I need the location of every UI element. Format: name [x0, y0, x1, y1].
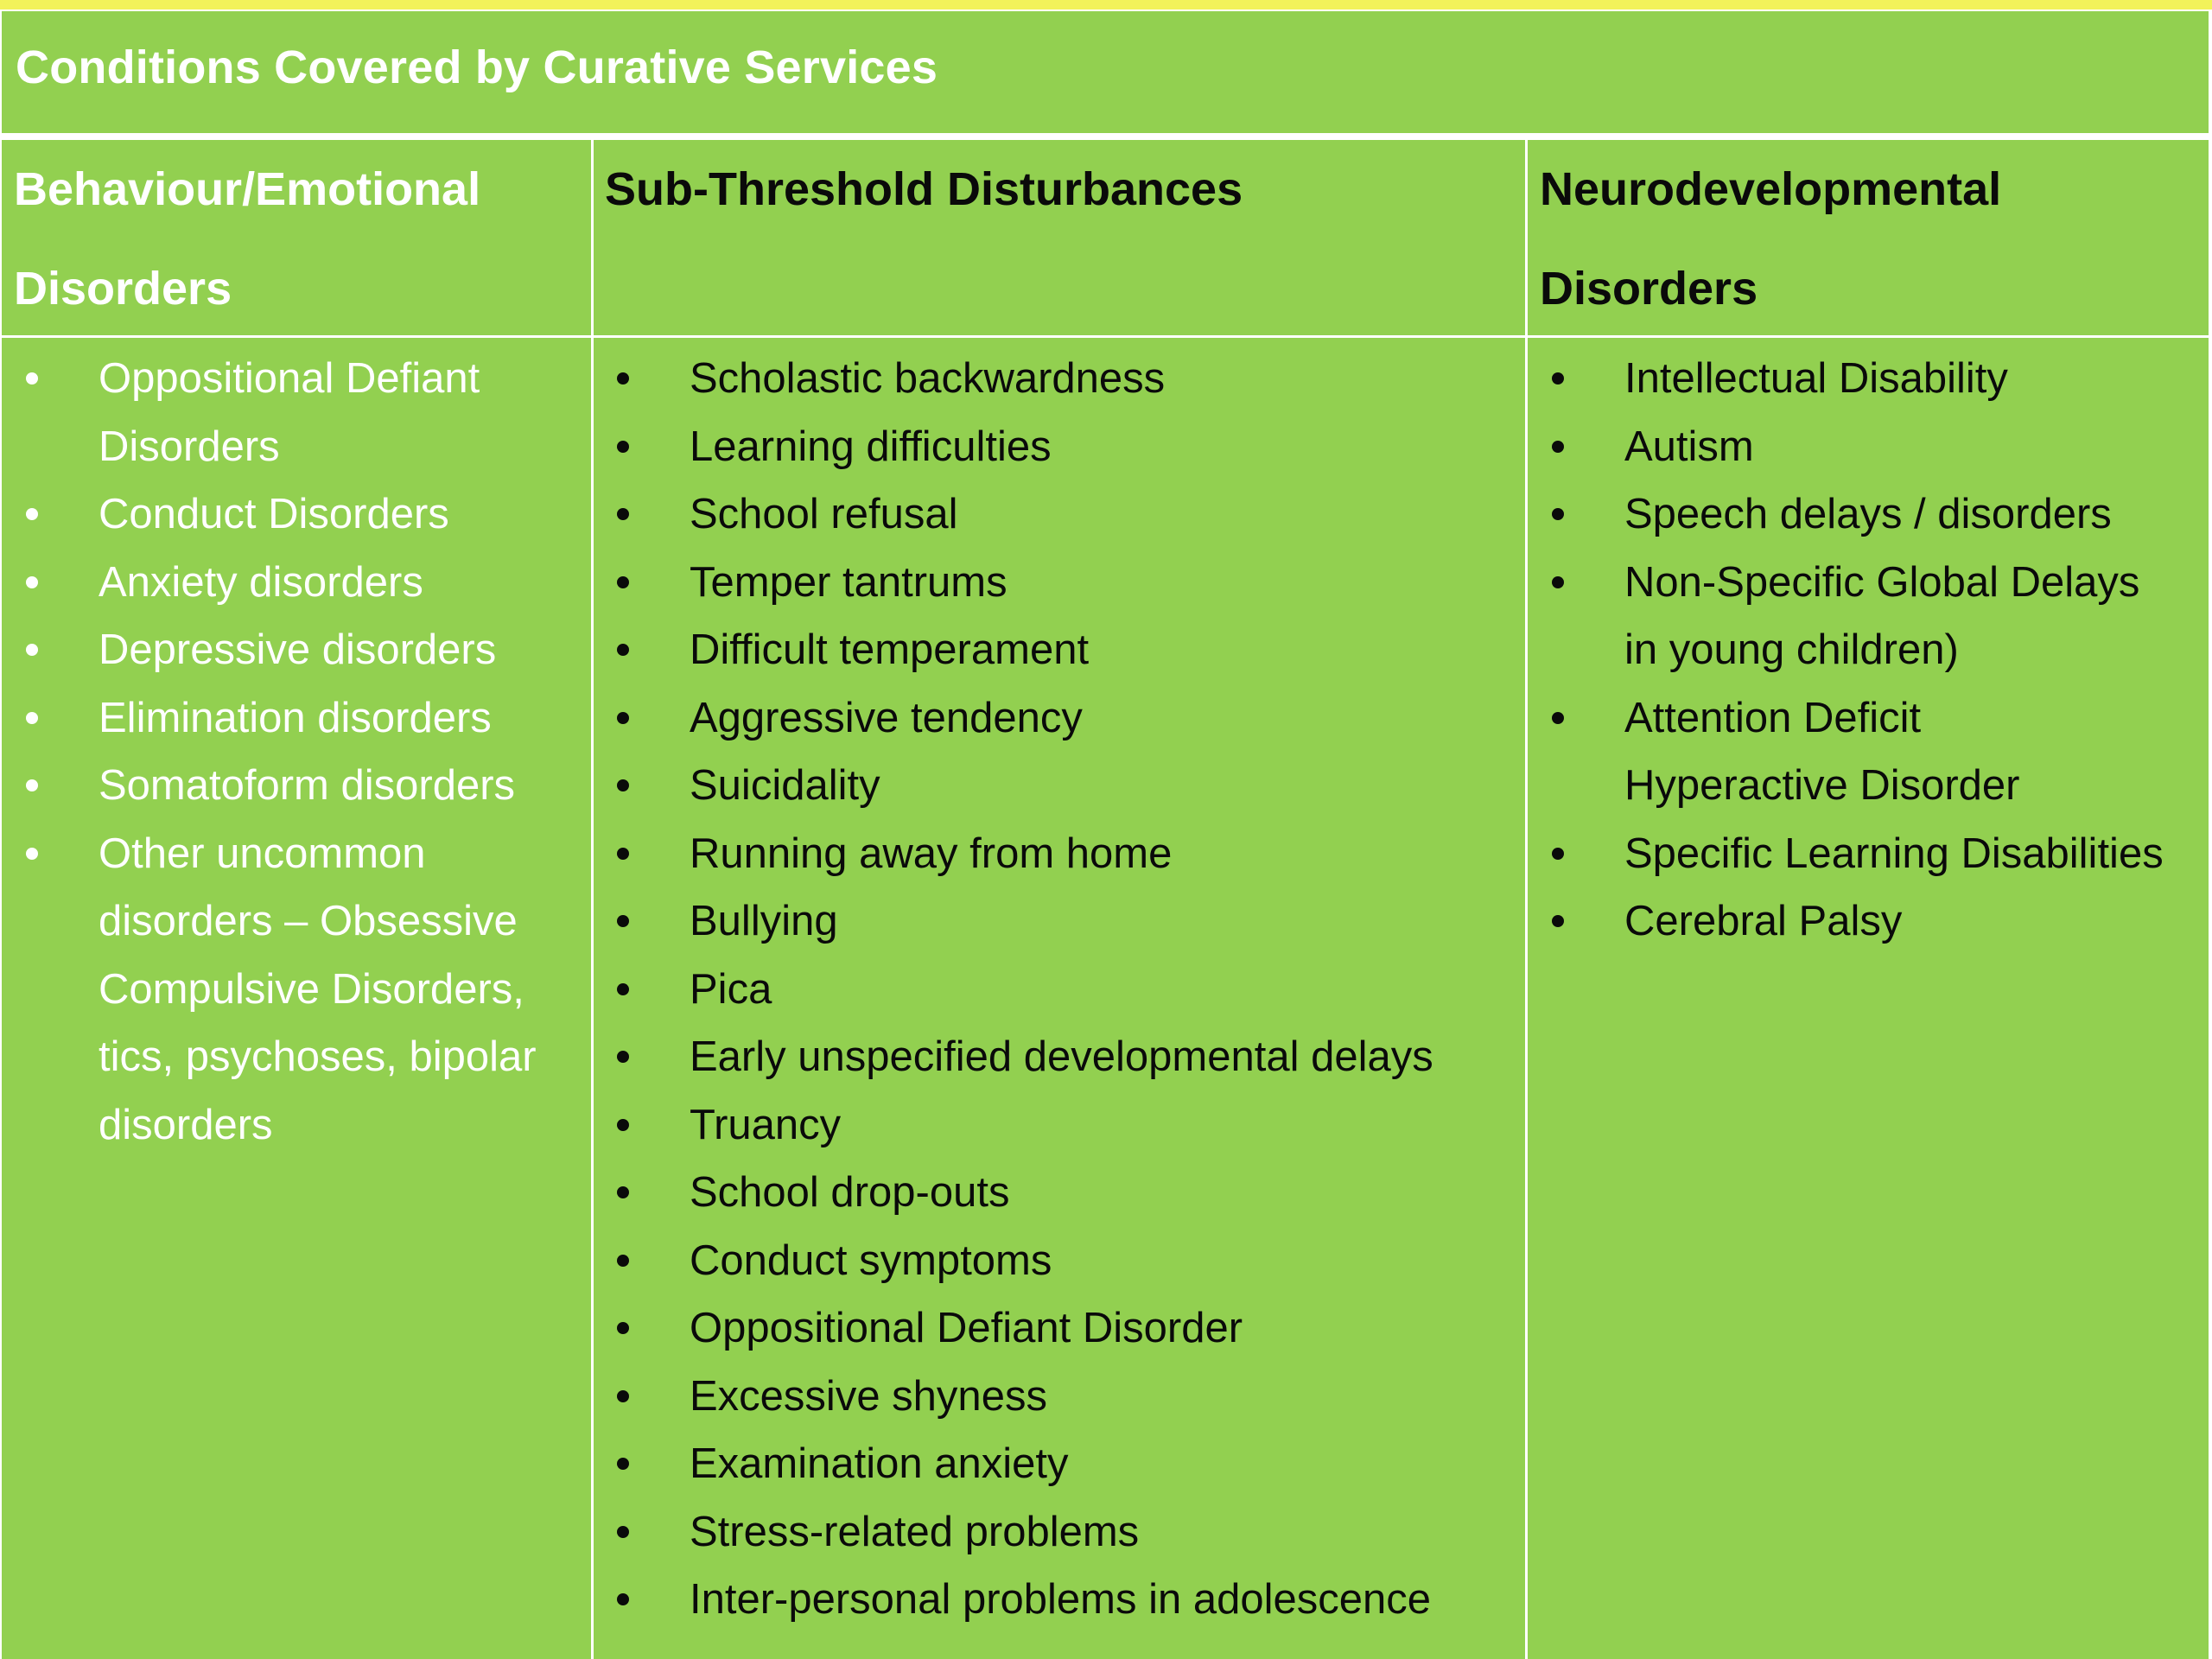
bullet-icon — [1540, 887, 1624, 956]
list-item-text — [690, 1498, 1433, 1567]
list-item — [605, 1023, 1433, 1091]
list-item-text — [690, 684, 1433, 753]
neurodevelopmental-list — [1540, 345, 2164, 956]
title-separator — [0, 133, 2212, 140]
header-line: Disorders — [14, 263, 232, 315]
list-item-line: Autism — [1624, 423, 1754, 470]
list-item — [1540, 549, 2164, 684]
list-item — [605, 684, 1433, 753]
list-item-text — [690, 616, 1433, 684]
list-item-line: Specific Learning Disabilities — [1624, 830, 2164, 877]
bullet-icon — [605, 820, 690, 888]
list-item — [14, 752, 537, 820]
column-header-sub-threshold — [605, 140, 1243, 239]
bullet-icon — [14, 480, 99, 549]
list-item — [1540, 345, 2164, 413]
list-item-line: in young children) — [1624, 626, 1959, 673]
list-item-line: Pica — [690, 965, 772, 1013]
list-item — [605, 1363, 1433, 1431]
list-item-line: Bullying — [690, 898, 838, 944]
bullet-icon — [14, 684, 99, 753]
list-item-line: Aggressive tendency — [690, 694, 1083, 741]
list-item — [1540, 480, 2164, 549]
list-item-text — [690, 480, 1433, 549]
column-header-neurodevelopmental — [1540, 140, 2001, 339]
bullet-icon — [605, 752, 690, 820]
list-item-text — [1624, 413, 2164, 481]
list-item — [14, 616, 537, 684]
bullet-icon — [605, 549, 690, 617]
list-item-line: Suicidality — [690, 762, 880, 809]
list-item-line: Scholastic backwardness — [690, 355, 1166, 402]
list-item-text — [1624, 345, 2164, 413]
header-line: Behaviour/Emotional — [14, 163, 481, 215]
bullet-icon — [1540, 820, 1624, 888]
list-item — [14, 820, 537, 1160]
list-item-text — [690, 887, 1433, 956]
list-item — [1540, 684, 2164, 820]
list-item — [1540, 820, 2164, 888]
header-line: Sub-Threshold Disturbances — [605, 163, 1243, 215]
behaviour-emotional-list — [14, 345, 537, 1159]
list-item-text — [1624, 684, 2164, 820]
list-item-text — [690, 1430, 1433, 1498]
column-header-behaviour-emotional — [14, 140, 480, 339]
bullet-icon — [14, 549, 99, 617]
list-item-line: Inter-personal problems in adolescence — [690, 1576, 1431, 1623]
list-item-line: Elimination disorders — [99, 694, 492, 741]
list-item-text — [690, 1159, 1433, 1227]
bullet-icon — [605, 413, 690, 481]
bullet-icon — [605, 345, 690, 413]
list-item-line: Compulsive Disorders, — [99, 965, 524, 1013]
list-item-text — [99, 549, 537, 617]
list-item — [605, 1294, 1433, 1363]
list-item-text — [99, 480, 537, 549]
bullet-icon — [605, 887, 690, 956]
list-item — [605, 956, 1433, 1024]
bullet-icon — [14, 345, 99, 413]
list-item-text — [690, 1227, 1433, 1295]
bullet-icon — [605, 1159, 690, 1227]
list-item-line: Oppositional Defiant — [99, 355, 480, 402]
bullet-icon — [605, 1430, 690, 1498]
bullet-icon — [605, 684, 690, 753]
list-item — [605, 549, 1433, 617]
bullet-icon — [1540, 480, 1624, 549]
bullet-icon — [605, 1227, 690, 1295]
header-line: Neurodevelopmental — [1540, 163, 2002, 215]
list-item — [605, 887, 1433, 956]
list-item-text — [690, 1294, 1433, 1363]
list-item — [605, 752, 1433, 820]
list-item-line: Learning difficulties — [690, 423, 1052, 470]
list-item — [14, 345, 537, 480]
list-item-line: School refusal — [690, 491, 958, 537]
list-item — [605, 1091, 1433, 1160]
header-line: Disorders — [1540, 263, 1758, 315]
bullet-icon — [1540, 549, 1624, 617]
list-item-line: Intellectual Disability — [1624, 355, 2008, 402]
table-title: Conditions Covered by Curative Services — [16, 41, 938, 93]
list-item-text — [1624, 549, 2164, 684]
list-item-line: School drop-outs — [690, 1169, 1010, 1216]
bullet-icon — [1540, 413, 1624, 481]
list-item-text — [99, 684, 537, 753]
bullet-icon — [14, 616, 99, 684]
list-item-line: tics, psychoses, bipolar — [99, 1033, 537, 1080]
sub-threshold-list — [605, 345, 1433, 1634]
list-item — [605, 616, 1433, 684]
list-item-line: Cerebral Palsy — [1624, 898, 1903, 944]
list-item — [605, 1430, 1433, 1498]
list-item — [14, 480, 537, 549]
list-item-line: Anxiety disorders — [99, 558, 423, 606]
list-item-line: Stress-related problems — [690, 1508, 1140, 1555]
bullet-icon — [605, 1363, 690, 1431]
list-item-line: Hyperactive Disorder — [1624, 762, 2020, 809]
list-item — [605, 1227, 1433, 1295]
bullet-icon — [14, 752, 99, 820]
list-item-text — [690, 413, 1433, 481]
list-item-line: disorders – Obsessive — [99, 898, 518, 944]
list-item-text — [690, 1023, 1433, 1091]
list-item-text — [690, 1363, 1433, 1431]
list-item-line: Conduct symptoms — [690, 1236, 1052, 1284]
top-accent-strip — [0, 0, 2212, 10]
list-item-line: Somatoform disorders — [99, 762, 516, 809]
list-item-text — [99, 752, 537, 820]
bullet-icon — [605, 956, 690, 1024]
list-item-line: Running away from home — [690, 830, 1173, 877]
list-item-line: disorders — [99, 1101, 273, 1148]
list-item-text — [1624, 820, 2164, 888]
list-item-line: Attention Deficit — [1624, 694, 1922, 741]
table-title-row — [2, 11, 2209, 133]
list-item-line: Truancy — [690, 1101, 842, 1148]
conditions-table — [2, 140, 2209, 1659]
bullet-icon — [1540, 345, 1624, 413]
list-item-line: Depressive disorders — [99, 626, 497, 673]
list-item — [605, 1159, 1433, 1227]
list-item — [605, 820, 1433, 888]
list-item — [14, 549, 537, 617]
list-item-text — [1624, 480, 2164, 549]
list-item — [14, 684, 537, 753]
list-item-text — [690, 752, 1433, 820]
list-item-text — [1624, 887, 2164, 956]
bullet-icon — [605, 1023, 690, 1091]
list-item-text — [690, 956, 1433, 1024]
list-item-line: Excessive shyness — [690, 1372, 1047, 1420]
list-item-text — [99, 820, 537, 1160]
list-item — [605, 345, 1433, 413]
bullet-icon — [605, 1294, 690, 1363]
column-divider-2 — [1525, 140, 1528, 1659]
bullet-icon — [605, 480, 690, 549]
list-item-line: Oppositional Defiant Disorder — [690, 1305, 1243, 1351]
bullet-icon — [605, 1498, 690, 1567]
list-item — [605, 413, 1433, 481]
list-item-text — [690, 1091, 1433, 1160]
list-item-text — [690, 1566, 1433, 1634]
list-item-text — [99, 345, 537, 480]
list-item-text — [690, 820, 1433, 888]
list-item — [1540, 413, 2164, 481]
list-item-text — [690, 549, 1433, 617]
list-item-text — [690, 345, 1433, 413]
list-item-line: Difficult temperament — [690, 626, 1090, 673]
list-item — [605, 480, 1433, 549]
bullet-icon — [14, 820, 99, 888]
list-item-line: Non-Specific Global Delays — [1624, 558, 2140, 606]
list-item-line: Disorders — [99, 423, 280, 470]
list-item — [1540, 887, 2164, 956]
list-item-line: Speech delays / disorders — [1624, 491, 2112, 537]
list-item — [605, 1566, 1433, 1634]
bullet-icon — [605, 1566, 690, 1634]
list-item-line: Conduct Disorders — [99, 491, 449, 537]
column-divider-1 — [591, 140, 594, 1659]
list-item-line: Examination anxiety — [690, 1440, 1069, 1487]
bullet-icon — [1540, 684, 1624, 753]
bullet-icon — [605, 616, 690, 684]
list-item-line: Other uncommon — [99, 830, 426, 877]
list-item-line: Early unspecified developmental delays — [690, 1033, 1433, 1080]
list-item-text — [99, 616, 537, 684]
bullet-icon — [605, 1091, 690, 1160]
list-item-line: Temper tantrums — [690, 558, 1007, 606]
list-item — [605, 1498, 1433, 1567]
